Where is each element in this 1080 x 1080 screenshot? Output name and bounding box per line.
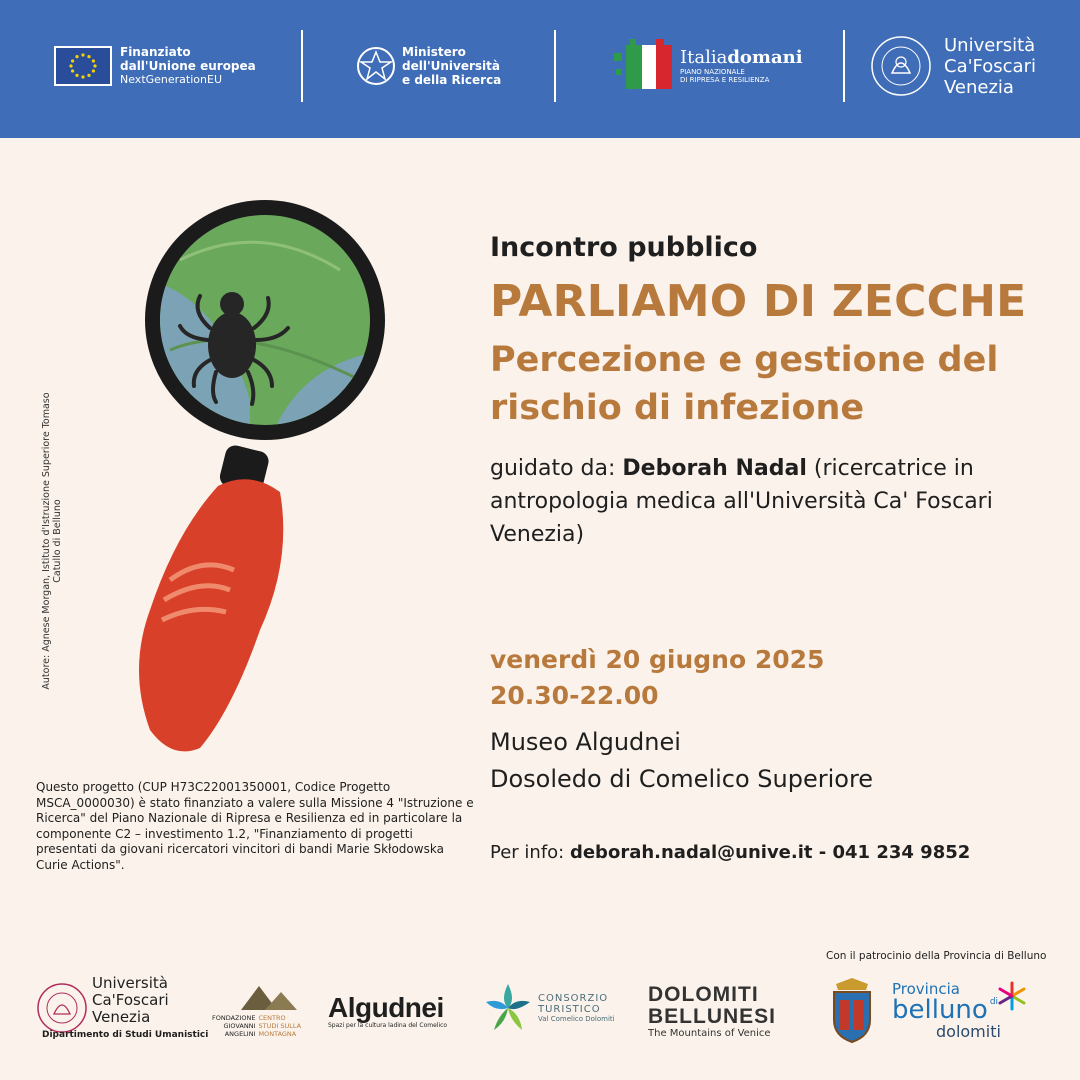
cf-line3: Venezia [92, 1008, 151, 1026]
speaker-name: Deborah Nadal [622, 456, 807, 481]
event-subtitle: Percezione e gestione del rischio di infezione [490, 340, 999, 428]
mountain-hut-icon [231, 982, 301, 1010]
event-town: Dosoledo di Comelico Superiore [490, 765, 874, 793]
provincia-b: di [989, 996, 999, 1007]
cafoscari-line1: Università [944, 34, 1036, 56]
cafoscari-line2: Ca'Foscari [944, 55, 1036, 77]
magnifying-glass-tick-illustration [110, 200, 410, 760]
provincia-belluno-logo [826, 976, 1028, 1044]
cafoscari-logo [870, 30, 1036, 102]
provincia-c: belluno [892, 994, 988, 1025]
provincia-a: Provincia [892, 979, 960, 998]
event-contact [490, 842, 970, 863]
algudnei-logo [328, 994, 447, 1029]
italy-flag-pixels-icon [612, 39, 676, 93]
cf-line1: Università [92, 974, 168, 992]
ministry-line3: e della Ricerca [402, 73, 502, 87]
italiadomani-logo [612, 30, 803, 102]
cf-line2: Ca'Foscari [92, 991, 169, 1009]
eu-line3: NextGenerationEU [120, 73, 222, 86]
consorzio-c: Val Comelico Dolomiti [538, 1015, 615, 1023]
contact-details[interactable]: deborah.nadal@unive.it - 041 234 9852 [569, 842, 971, 863]
fond-e: STUDI SULLA [258, 1022, 302, 1030]
provincia-coat-of-arms-icon [826, 976, 878, 1044]
provincia-d: dolomiti [936, 1021, 1001, 1041]
fondazione-angelini-logo [212, 982, 301, 1038]
event-kicker: Incontro pubblico [490, 232, 758, 263]
dolomiti-b: BELLUNESI [648, 1005, 777, 1028]
cf-department: Dipartimento di Studi Umanistici [42, 1030, 209, 1040]
eu-logo [54, 30, 256, 102]
italia-line1: PIANO NAZIONALE [680, 68, 745, 76]
fond-d: CENTRO [258, 1014, 286, 1022]
event-time: 20.30-22.00 [490, 681, 659, 710]
event-datetime [490, 642, 824, 714]
footer-cafoscari-logo [36, 975, 208, 1040]
cafoscari-line3: Venezia [944, 76, 1014, 98]
consorzio-turistico-logo [482, 980, 615, 1036]
star-flower-icon [482, 980, 534, 1036]
fond-c: ANGELINI [224, 1030, 256, 1038]
italia-name-b: domani [727, 47, 803, 68]
ministry-line2: dell'Università [402, 59, 500, 73]
event-location [490, 724, 873, 798]
contact-prefix: Per info: [490, 842, 570, 863]
event-title: PARLIAMO DI ZECCHE [490, 276, 1027, 327]
eu-line1: Finanziato [120, 45, 191, 59]
fond-f: MONTAGNA [258, 1030, 297, 1038]
italia-name-a: Italia [680, 47, 728, 68]
eu-flag-icon [54, 46, 112, 86]
ministry-line1: Ministero [402, 45, 466, 59]
event-date: venerdì 20 giugno 2025 [490, 645, 825, 674]
cafoscari-seal-icon [870, 35, 932, 97]
ministry-logo [356, 30, 501, 102]
consorzio-b: TURISTICO [538, 1004, 601, 1015]
dolomiti-c: The Mountains of Venice [648, 1028, 771, 1039]
fond-a: FONDAZIONE [212, 1014, 256, 1022]
algudnei-tagline: Spazi per la cultura ladina del Comelico [328, 1022, 448, 1029]
event-speaker [490, 452, 1050, 551]
header-divider [843, 30, 845, 102]
author-credit: Autore: Agnese Morgan, Istituto d'Istruzione Superiore Tomaso Catullo di Belluno [41, 392, 63, 690]
patronage-text: Con il patrocinio della Provincia di Belluno [826, 950, 1047, 962]
dolomiti-a: DOLOMITI [648, 983, 759, 1006]
italia-line2: DI RIPRESA E RESILIENZA [680, 76, 770, 84]
funding-note: Questo progetto (CUP H73C22001350001, Codice Progetto MSCA_0000030) è stato finanziato a valere sulla Missione 4 "Istruzione e Ricerca" del Piano Nazionale di Ripresa e Resilienza ed in particolare la componente C2 – investimento 1.2, "Finanziamento di progetti presentati da giovani ricercatori vincitori di bandi Marie Skłodowska Curie Actions". [36, 780, 474, 872]
dolomiti-bellunesi-logo [648, 984, 776, 1039]
speaker-prefix: guidato da: [490, 456, 623, 481]
consorzio-a: CONSORZIO [538, 993, 609, 1004]
header-divider [301, 30, 303, 102]
italian-emblem-icon [356, 44, 396, 88]
starburst-icon [996, 981, 1028, 1011]
event-venue: Museo Algudnei [490, 728, 681, 756]
eu-line2: dall'Unione europea [120, 59, 256, 73]
algudnei-name: Algudnei [328, 992, 444, 1023]
partner-header-bar [0, 0, 1080, 138]
speaker-affiliation: (ricercatrice in antropologia medica all'Università Ca' Foscari Venezia) [490, 456, 993, 547]
fond-b: GIOVANNI [223, 1022, 256, 1030]
header-divider [554, 30, 556, 102]
cafoscari-seal-icon [36, 982, 88, 1034]
